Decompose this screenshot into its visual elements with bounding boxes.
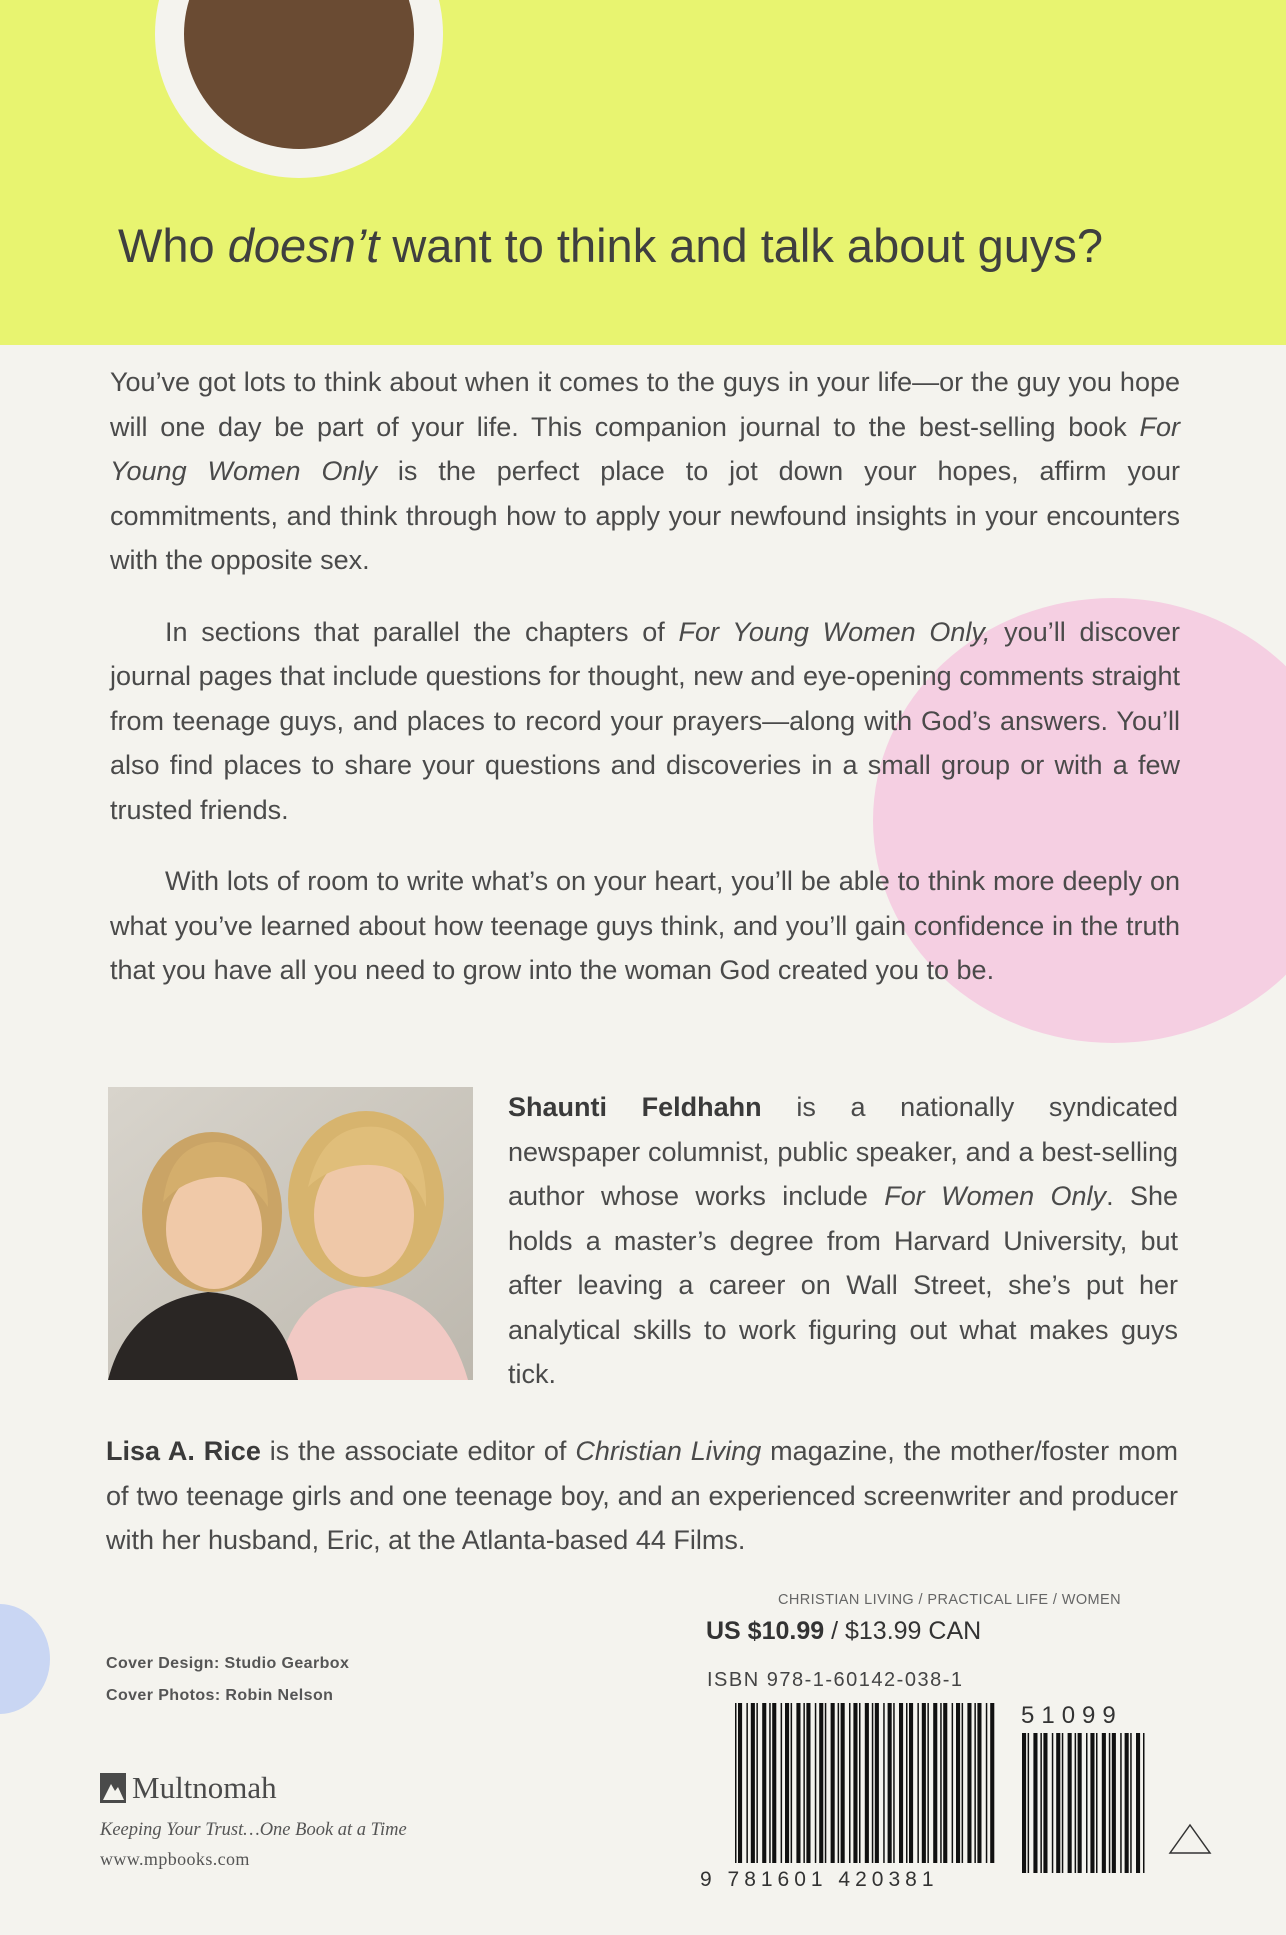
cover-credits (106, 1648, 349, 1712)
author-bio-feldhahn: Shaunti Feldhahn is a nationally syndicated newspaper columnist, public speaker, and a best-selling author whose works include For Women Only. She holds a master’s degree from Harvard University, but after leaving a career on Wall Street, she’s put her analytical skills to work figuring out what makes guys tick. (508, 1092, 1179, 1389)
author-bio-rice: Lisa A. Rice is the associate editor of Christian Living magazine, the mother/foster mom of two teenage girls and one teenage boy, and an experienced screenwriter and producer with her husband, Eric, at the Atlanta-based 44 Films. (106, 1436, 1179, 1555)
barcode-digits: 9 781601 420381 (700, 1868, 939, 1891)
barcode (700, 1703, 1220, 1873)
cover-photos-credit: Cover Photos: Robin Nelson (106, 1687, 334, 1704)
category-label: CHRISTIAN LIVING / PRACTICAL LIFE / WOMEN (778, 1592, 1121, 1608)
publisher-logo (100, 1770, 407, 1806)
paragraph-3: With lots of room to write what’s on your heart, you’ll be able to think more deeply on what you’ve learned about how teenage guys think, and you’ll gain confidence in the truth that you have all you need to grow into the woman God created you to be. (110, 866, 1180, 985)
mountain-icon (100, 1773, 126, 1803)
paragraph-2: In sections that parallel the chapters of For Young Women Only, you’ll discover journal pages that include questions for thought, new and eye-opening comments straight from teenage guys, and places to record your prayers—along with God’s answers. You’ll also find places to share your questions and discoveries in a small group or with a few trusted friends. (110, 616, 1180, 825)
blue-circle-decoration (0, 1604, 50, 1714)
isbn-label: ISBN 978-1-60142-038-1 (707, 1669, 964, 1691)
publisher-tagline: Keeping Your Trust…One Book at a Time (100, 1820, 407, 1840)
barcode-addon-digits: 51099 (1021, 1702, 1123, 1729)
publisher-url[interactable]: www.mpbooks.com (100, 1849, 250, 1869)
publisher-block (100, 1770, 407, 1870)
paragraph-1: You’ve got lots to think about when it comes to the guys in your life—or the guy you hope will one day be part of your life. This companion journal to the best-selling book For Young Women Only is the perfect place to jot down your hopes, affirm your commitments, and think through how to apply your newfound insights in your encounters with the opposite sex. (110, 367, 1180, 575)
author-photo (108, 1087, 473, 1380)
price-label: US $10.99 / $13.99 CAN (706, 1617, 982, 1645)
publisher-name: Multnomah (132, 1770, 277, 1805)
cover-design-credit: Cover Design: Studio Gearbox (106, 1655, 350, 1672)
headline: Who doesn’t want to think and talk about guys? (118, 219, 1104, 272)
description-body (110, 360, 1180, 1020)
